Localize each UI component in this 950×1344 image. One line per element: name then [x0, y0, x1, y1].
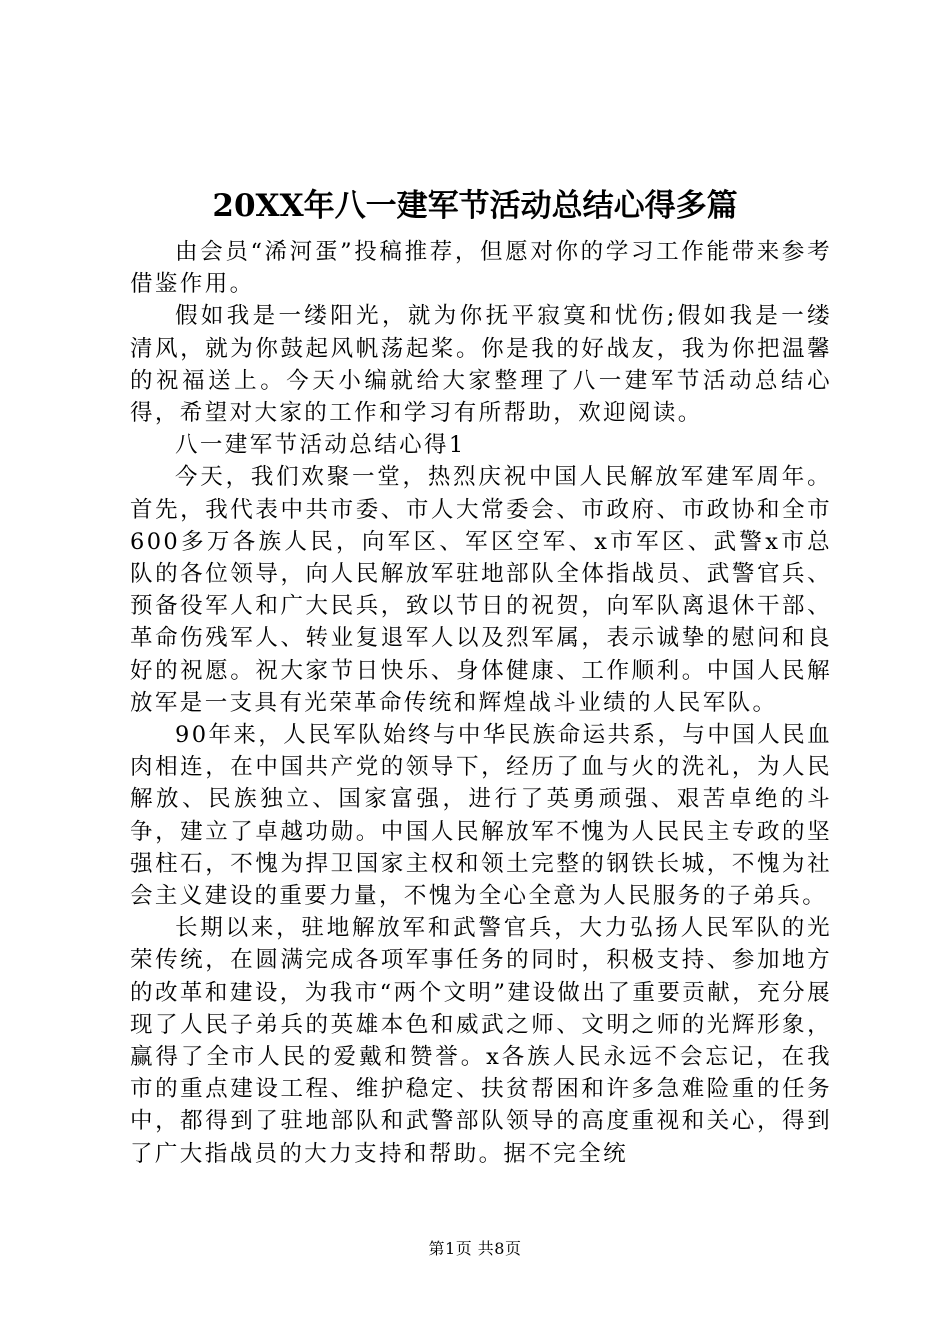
document-title: 20XX年八一建军节活动总结心得多篇 [212, 188, 738, 224]
paragraph-ninety-years: 90年来，人民军队始终与中华民族命运共系，与中国人民血肉相连，在中国共产党的领导下，经历了血与火的洗礼，为人民解放、民族独立、国家富强，进行了英勇顽强、艰苦卓绝的斗争，建立了卓越功勋。中国人民解放军不愧为人民民主专政的坚强柱石，不愧为捍卫国家主权和领土完整的钢铁长城，不愧为社会主义建设的重要力量，不愧为全心全意为人民服务的子弟兵。 [130, 722, 832, 910]
paragraph-preface: 假如我是一缕阳光，就为你抚平寂寞和忧伤;假如我是一缕清风，就为你鼓起风帆荡起桨。你是我的好战友，我为你把温馨的祝福送上。今天小编就给大家整理了八一建军节活动总结心得，希望对大家的工作和学习有所帮助，欢迎阅读。 [130, 303, 832, 427]
page-footer: 第1页 共8页 [428, 1239, 522, 1258]
document-body [130, 236, 832, 1170]
paragraph-long-term: 长期以来，驻地解放军和武警官兵，大力弘扬人民军队的光荣传统，在圆满完成各项军事任务的同时，积极支持、参加地方的改革和建设，为我市“两个文明”建设做出了重要贡献，充分展现了人民子弟兵的英雄本色和威武之师、文明之师的光辉形象，赢得了全市人民的爱戴和赞誉。x各族人民永远不会忘记，在我市的重点建设工程、维护稳定、扶贫帮困和许多急难险重的任务中，都得到了驻地部队和武警部队领导的高度重视和关心，得到了广大指战员的大力支持和帮助。据不完全统 [130, 915, 832, 1167]
paragraph-intro: 由会员“浠河蛋”投稿推荐，但愿对你的学习工作能带来参考借鉴作用。 [130, 239, 832, 298]
section-heading: 八一建军节活动总结心得1 [175, 432, 466, 459]
paragraph-speech-opening: 今天，我们欢聚一堂，热烈庆祝中国人民解放军建军周年。首先，我代表中共市委、市人大常委会、市政府、市政协和全市600多万各族人民，向军区、军区空军、x市军区、武警x市总队的各位领导，向人民解放军驻地部队全体指战员、武警官兵、预备役军人和广大民兵，致以节日的祝贺，向军队离退休干部、革命伤残军人、转业复退军人以及烈军属，表示诚挚的慰问和良好的祝愿。祝大家节日快乐、身体健康、工作顺利。中国人民解放军是一支具有光荣革命传统和辉煌战斗业绩的人民军队。 [130, 464, 832, 716]
